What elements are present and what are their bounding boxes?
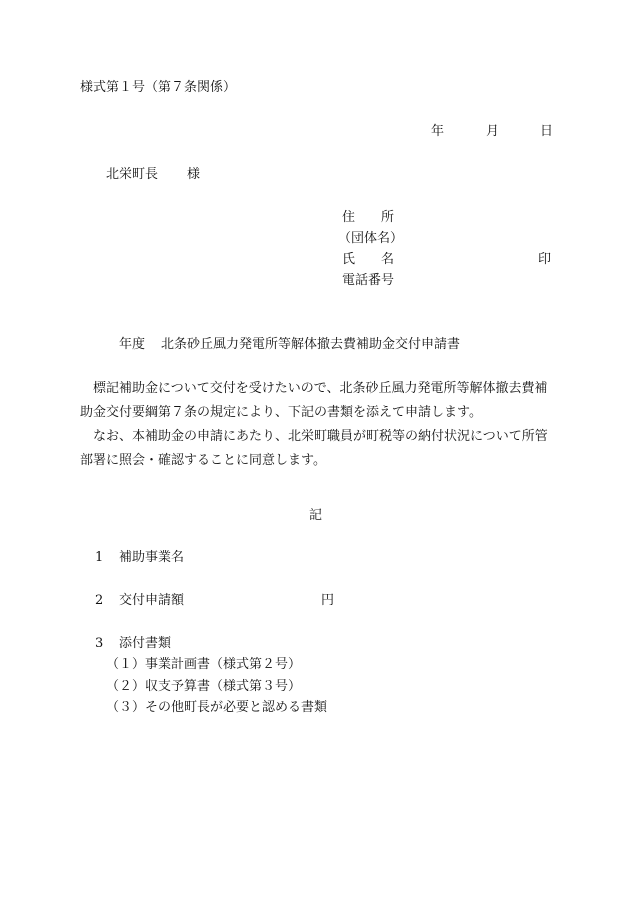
- applicant-address-label: 住 所: [342, 210, 395, 225]
- item-1-label: 補助事業名: [119, 550, 185, 565]
- document-title: 北条砂丘風力発電所等解体撤去費補助金交付申請書: [161, 337, 461, 352]
- ki-heading: 記: [309, 508, 323, 523]
- attachment-item-2: （２）収支予算書（様式第３号）: [106, 679, 302, 694]
- item-3-label: 添付書類: [119, 636, 172, 651]
- item-1-number: 1: [95, 550, 104, 565]
- item-2-label: 交付申請額: [119, 593, 185, 608]
- date-month: 月: [486, 124, 500, 139]
- attachment-item-1: （１）事業計画書（様式第２号）: [106, 657, 302, 672]
- item-3-number: 3: [95, 636, 104, 651]
- applicant-phone-label: 電話番号: [342, 273, 395, 288]
- date-year: 年: [431, 124, 445, 139]
- title-year-label: 年度: [119, 337, 146, 352]
- seal-label: 印: [538, 252, 552, 267]
- item-2-number: 2: [95, 593, 104, 608]
- body-paragraph-1: 標記補助金について交付を受けたいので、北条砂丘風力発電所等解体撤去費補助金交付要綱第７条の規定により、下記の書類を添えて申請します。: [80, 381, 548, 420]
- form-label: 様式第１号（第７条関係）: [80, 80, 237, 95]
- body-paragraph-2: なお、本補助金の申請にあたり、北栄町職員が町税等の納付状況について所管部署に照会・確認することに同意します。: [80, 429, 548, 468]
- attachment-item-3: （３）その他町長が必要と認める書類: [106, 700, 328, 715]
- date-day: 日: [540, 124, 554, 139]
- applicant-name-label: 氏 名: [342, 252, 395, 267]
- body-text: [80, 377, 550, 473]
- addressee-honorific: 様: [187, 167, 201, 182]
- item-2-unit: 円: [321, 593, 335, 608]
- applicant-org-label: （団体名）: [338, 231, 404, 246]
- addressee-name: 北栄町長: [106, 167, 159, 182]
